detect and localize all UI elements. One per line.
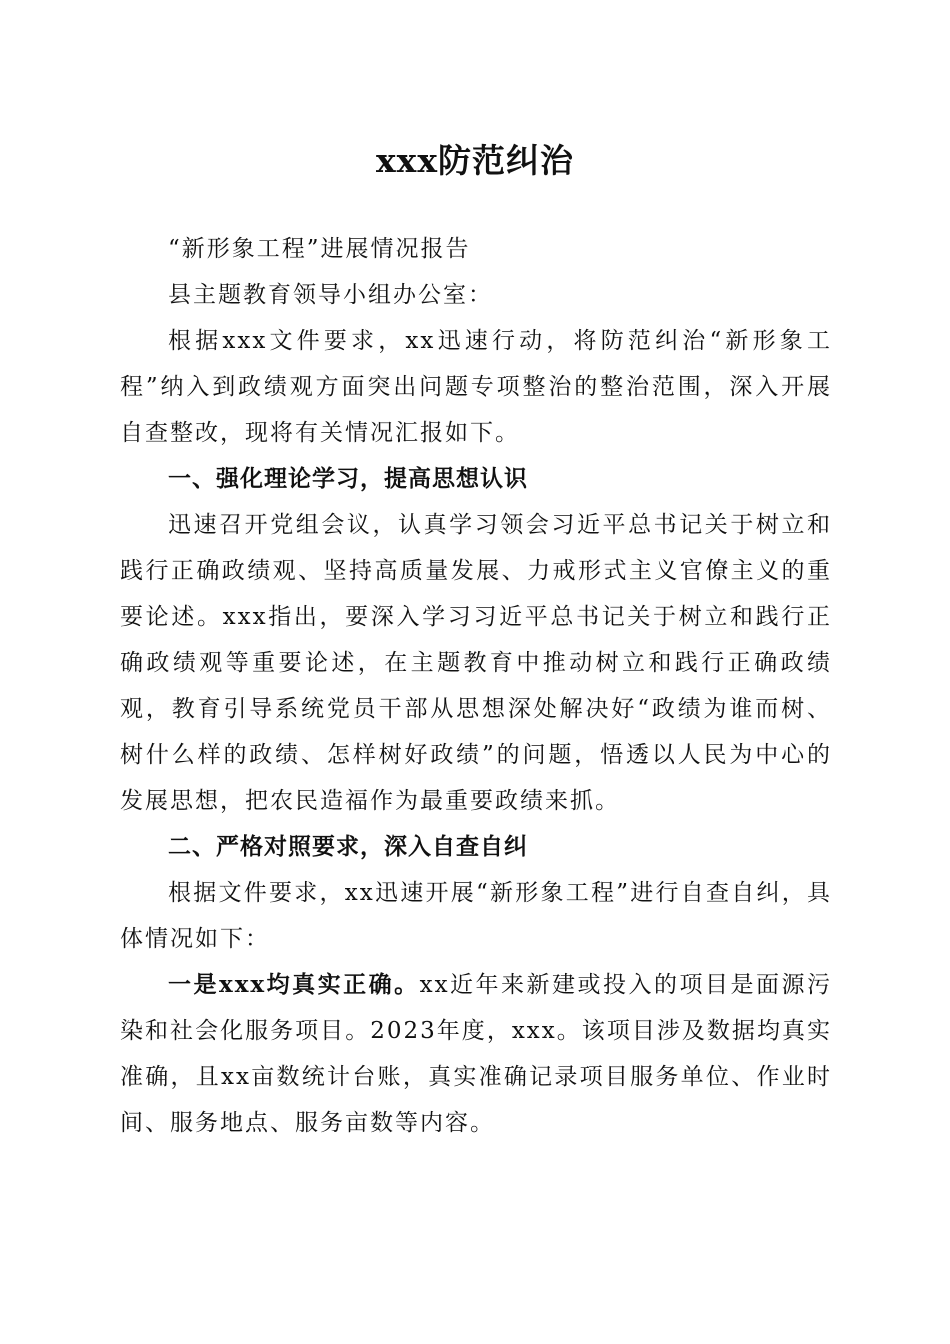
document-title: xxx防范纠治 bbox=[375, 141, 575, 180]
section-heading-1: 一、强化理论学习，提高思想认识 bbox=[168, 466, 528, 492]
item-1-body: xx近年来新建或投入的项目是面源污染和社会化服务项目。2023年度，xxx。该项目涉及数据均真实准确，且xx亩数统计台账，真实准确记录项目服务单位、作业时间、服务地点、服务亩数等内容。 bbox=[120, 972, 832, 1136]
document-body bbox=[120, 226, 832, 1146]
report-subtitle: “新形象工程”进展情况报告 bbox=[168, 236, 471, 262]
intro-paragraph: 根据xxx文件要求，xx迅速行动，将防范纠治“新形象工程”纳入到政绩观方面突出问题专项整治的整治范围，深入开展自查整改，现将有关情况汇报如下。 bbox=[120, 328, 832, 446]
section-1-paragraph: 迅速召开党组会议，认真学习领会习近平总书记关于树立和践行正确政绩观、坚持高质量发展、力戒形式主义官僚主义的重要论述。xxx指出，要深入学习习近平总书记关于树立和践行正确政绩观等重要论述，在主题教育中推动树立和践行正确政绩观，教育引导系统党员干部从思想深处解决好“政绩为谁而树、树什么样的政绩、怎样树好政绩”的问题，悟透以人民为中心的发展思想，把农民造福作为最重要政绩来抓。 bbox=[120, 512, 832, 814]
section-2-paragraph: 根据文件要求，xx迅速开展“新形象工程”进行自查自纠，具体情况如下： bbox=[120, 880, 832, 952]
item-1-paragraph bbox=[120, 962, 832, 1146]
item-1-lead: 一是xxx均真实正确。 bbox=[168, 971, 420, 998]
salutation: 县主题教育领导小组办公室： bbox=[168, 282, 493, 308]
section-heading-2: 二、严格对照要求，深入自查自纠 bbox=[168, 834, 528, 860]
